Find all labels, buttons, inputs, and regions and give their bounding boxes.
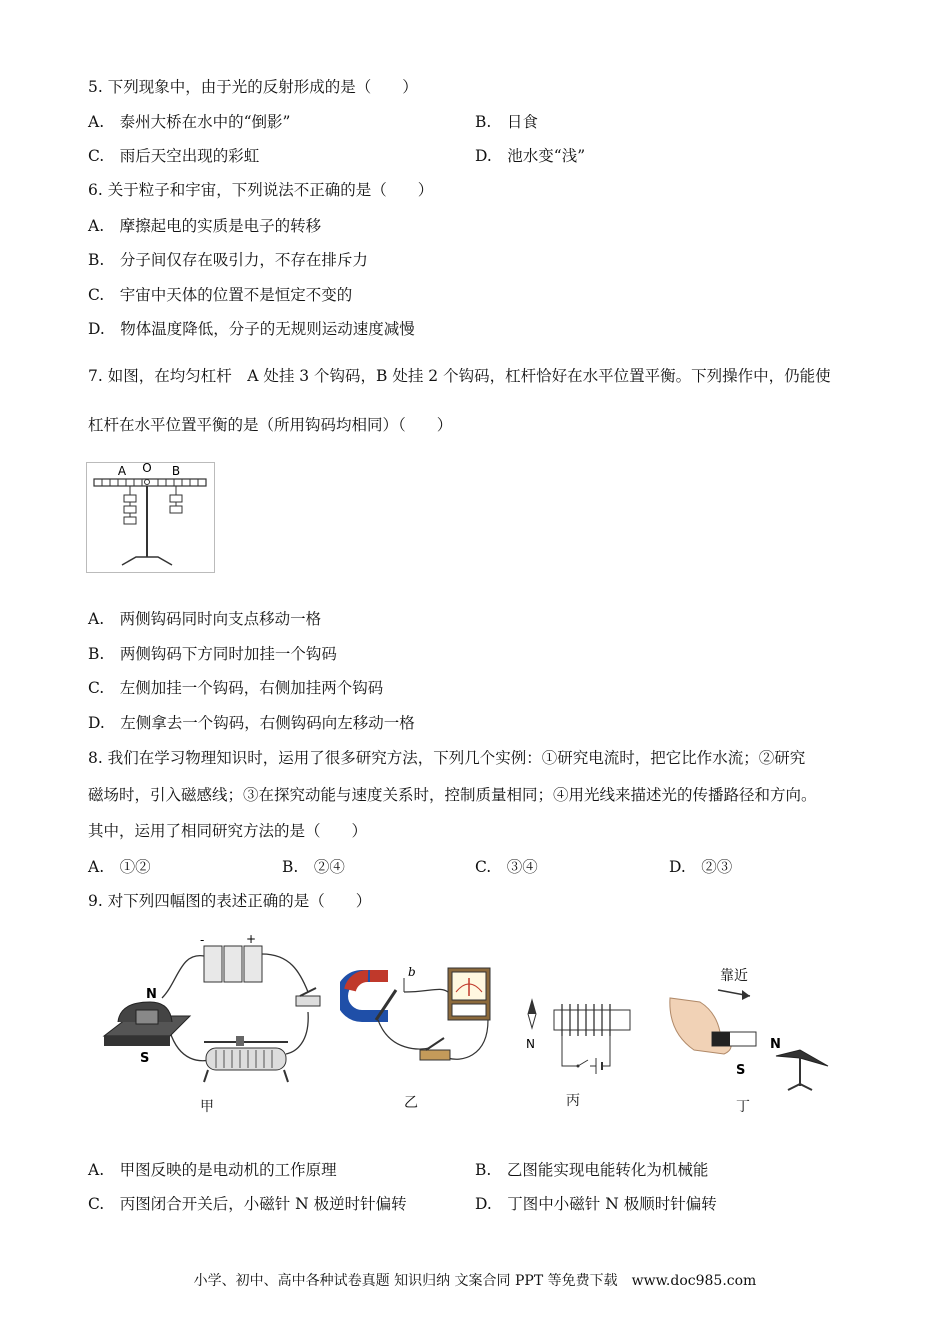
q5-option-d: D. 池水变“浅” xyxy=(475,147,586,165)
figure-bing xyxy=(518,996,638,1086)
q6-option-d: D. 物体温度降低，分子的无规则运动速度减慢 xyxy=(88,320,415,338)
figure-ding xyxy=(664,962,844,1092)
lever-label-o: O xyxy=(142,462,152,475)
bing-n-label: N xyxy=(526,1037,535,1051)
q9-option-b: B. 乙图能实现电能转化为机械能 xyxy=(475,1161,709,1179)
q7-option-c: C. 左侧加挂一个钩码，右侧加挂两个钩码 xyxy=(88,679,384,697)
q9-stem: 9. 对下列四幅图的表述正确的是（ ） xyxy=(88,892,372,910)
jia-s-label: S xyxy=(140,1051,150,1066)
q6-option-a: A. 摩擦起电的实质是电子的转移 xyxy=(88,217,322,235)
q8-option-b: B. ②④ xyxy=(282,858,345,876)
battery-minus: - xyxy=(200,933,205,947)
q8-stem-line2: 磁场时，引入磁感线；③在探究动能与速度关系时，控制质量相同；④用光线来描述光的传播路径和方向。 xyxy=(88,786,817,804)
lever-label-a: A xyxy=(117,464,127,478)
caption-bing: 丙 xyxy=(566,1093,580,1109)
q9-option-c: C. 丙图闭合开关后，小磁针 N 极逆时针偏转 xyxy=(88,1195,407,1213)
q6-option-c: C. 宇宙中天体的位置不是恒定不变的 xyxy=(88,286,353,304)
q8-stem-line3: 其中，运用了相同研究方法的是（ ） xyxy=(88,822,368,840)
lever-figure xyxy=(86,462,216,574)
q8-option-c: C. ③④ xyxy=(475,858,538,876)
q7-option-b: B. 两侧钩码下方同时加挂一个钩码 xyxy=(88,645,337,663)
yi-b-label: b xyxy=(408,965,416,979)
ding-n-label: N xyxy=(770,1037,781,1052)
q8-option-d: D. ②③ xyxy=(669,858,733,876)
lever-label-b: B xyxy=(171,464,181,478)
page-footer: 小学、初中、高中各种试卷真题 知识归纳 文案合同 PPT 等免费下载 www.doc985.com xyxy=(193,1273,757,1289)
ding-s-label: S xyxy=(736,1063,746,1078)
q7-option-d: D. 左侧拿去一个钩码，右侧钩码向左移动一格 xyxy=(88,714,415,732)
q7-stem-line1: 7. 如图，在均匀杠杆 A 处挂 3 个钩码，B 处挂 2 个钩码，杠杆恰好在水平位置平衡。下列操作中，仍能使 xyxy=(88,367,831,385)
caption-yi: 乙 xyxy=(404,1095,418,1111)
q6-stem: 6. 关于粒子和宇宙，下列说法不正确的是（ ） xyxy=(88,181,434,199)
figure-jia xyxy=(100,932,330,1092)
figure-yi xyxy=(340,962,500,1082)
q5-option-a: A. 泰州大桥在水中的“倒影” xyxy=(88,113,291,131)
q5-stem: 5. 下列现象中，由于光的反射形成的是（ ） xyxy=(88,78,418,96)
q9-option-a: A. 甲图反映的是电动机的工作原理 xyxy=(88,1161,337,1179)
q8-option-a: A. ①② xyxy=(88,858,151,876)
q5-option-b: B. 日食 xyxy=(475,113,538,131)
caption-ding: 丁 xyxy=(736,1099,750,1115)
q8-stem-line1: 8. 我们在学习物理知识时，运用了很多研究方法，下列几个实例：①研究电流时，把它比作水流；②研究 xyxy=(88,749,806,767)
ding-approach-label: 靠近 xyxy=(720,968,748,984)
q5-option-c: C. 雨后天空出现的彩虹 xyxy=(88,147,260,165)
q9-option-d: D. 丁图中小磁针 N 极顺时针偏转 xyxy=(475,1195,717,1213)
q7-option-a: A. 两侧钩码同时向支点移动一格 xyxy=(88,610,322,628)
battery-plus: + xyxy=(246,932,257,946)
q6-option-b: B. 分子间仅存在吸引力，不存在排斥力 xyxy=(88,251,368,269)
jia-n-label: N xyxy=(146,987,157,1002)
q7-stem-line2: 杠杆在水平位置平衡的是（所用钩码均相同）（ ） xyxy=(88,416,453,434)
caption-jia: 甲 xyxy=(200,1099,214,1115)
